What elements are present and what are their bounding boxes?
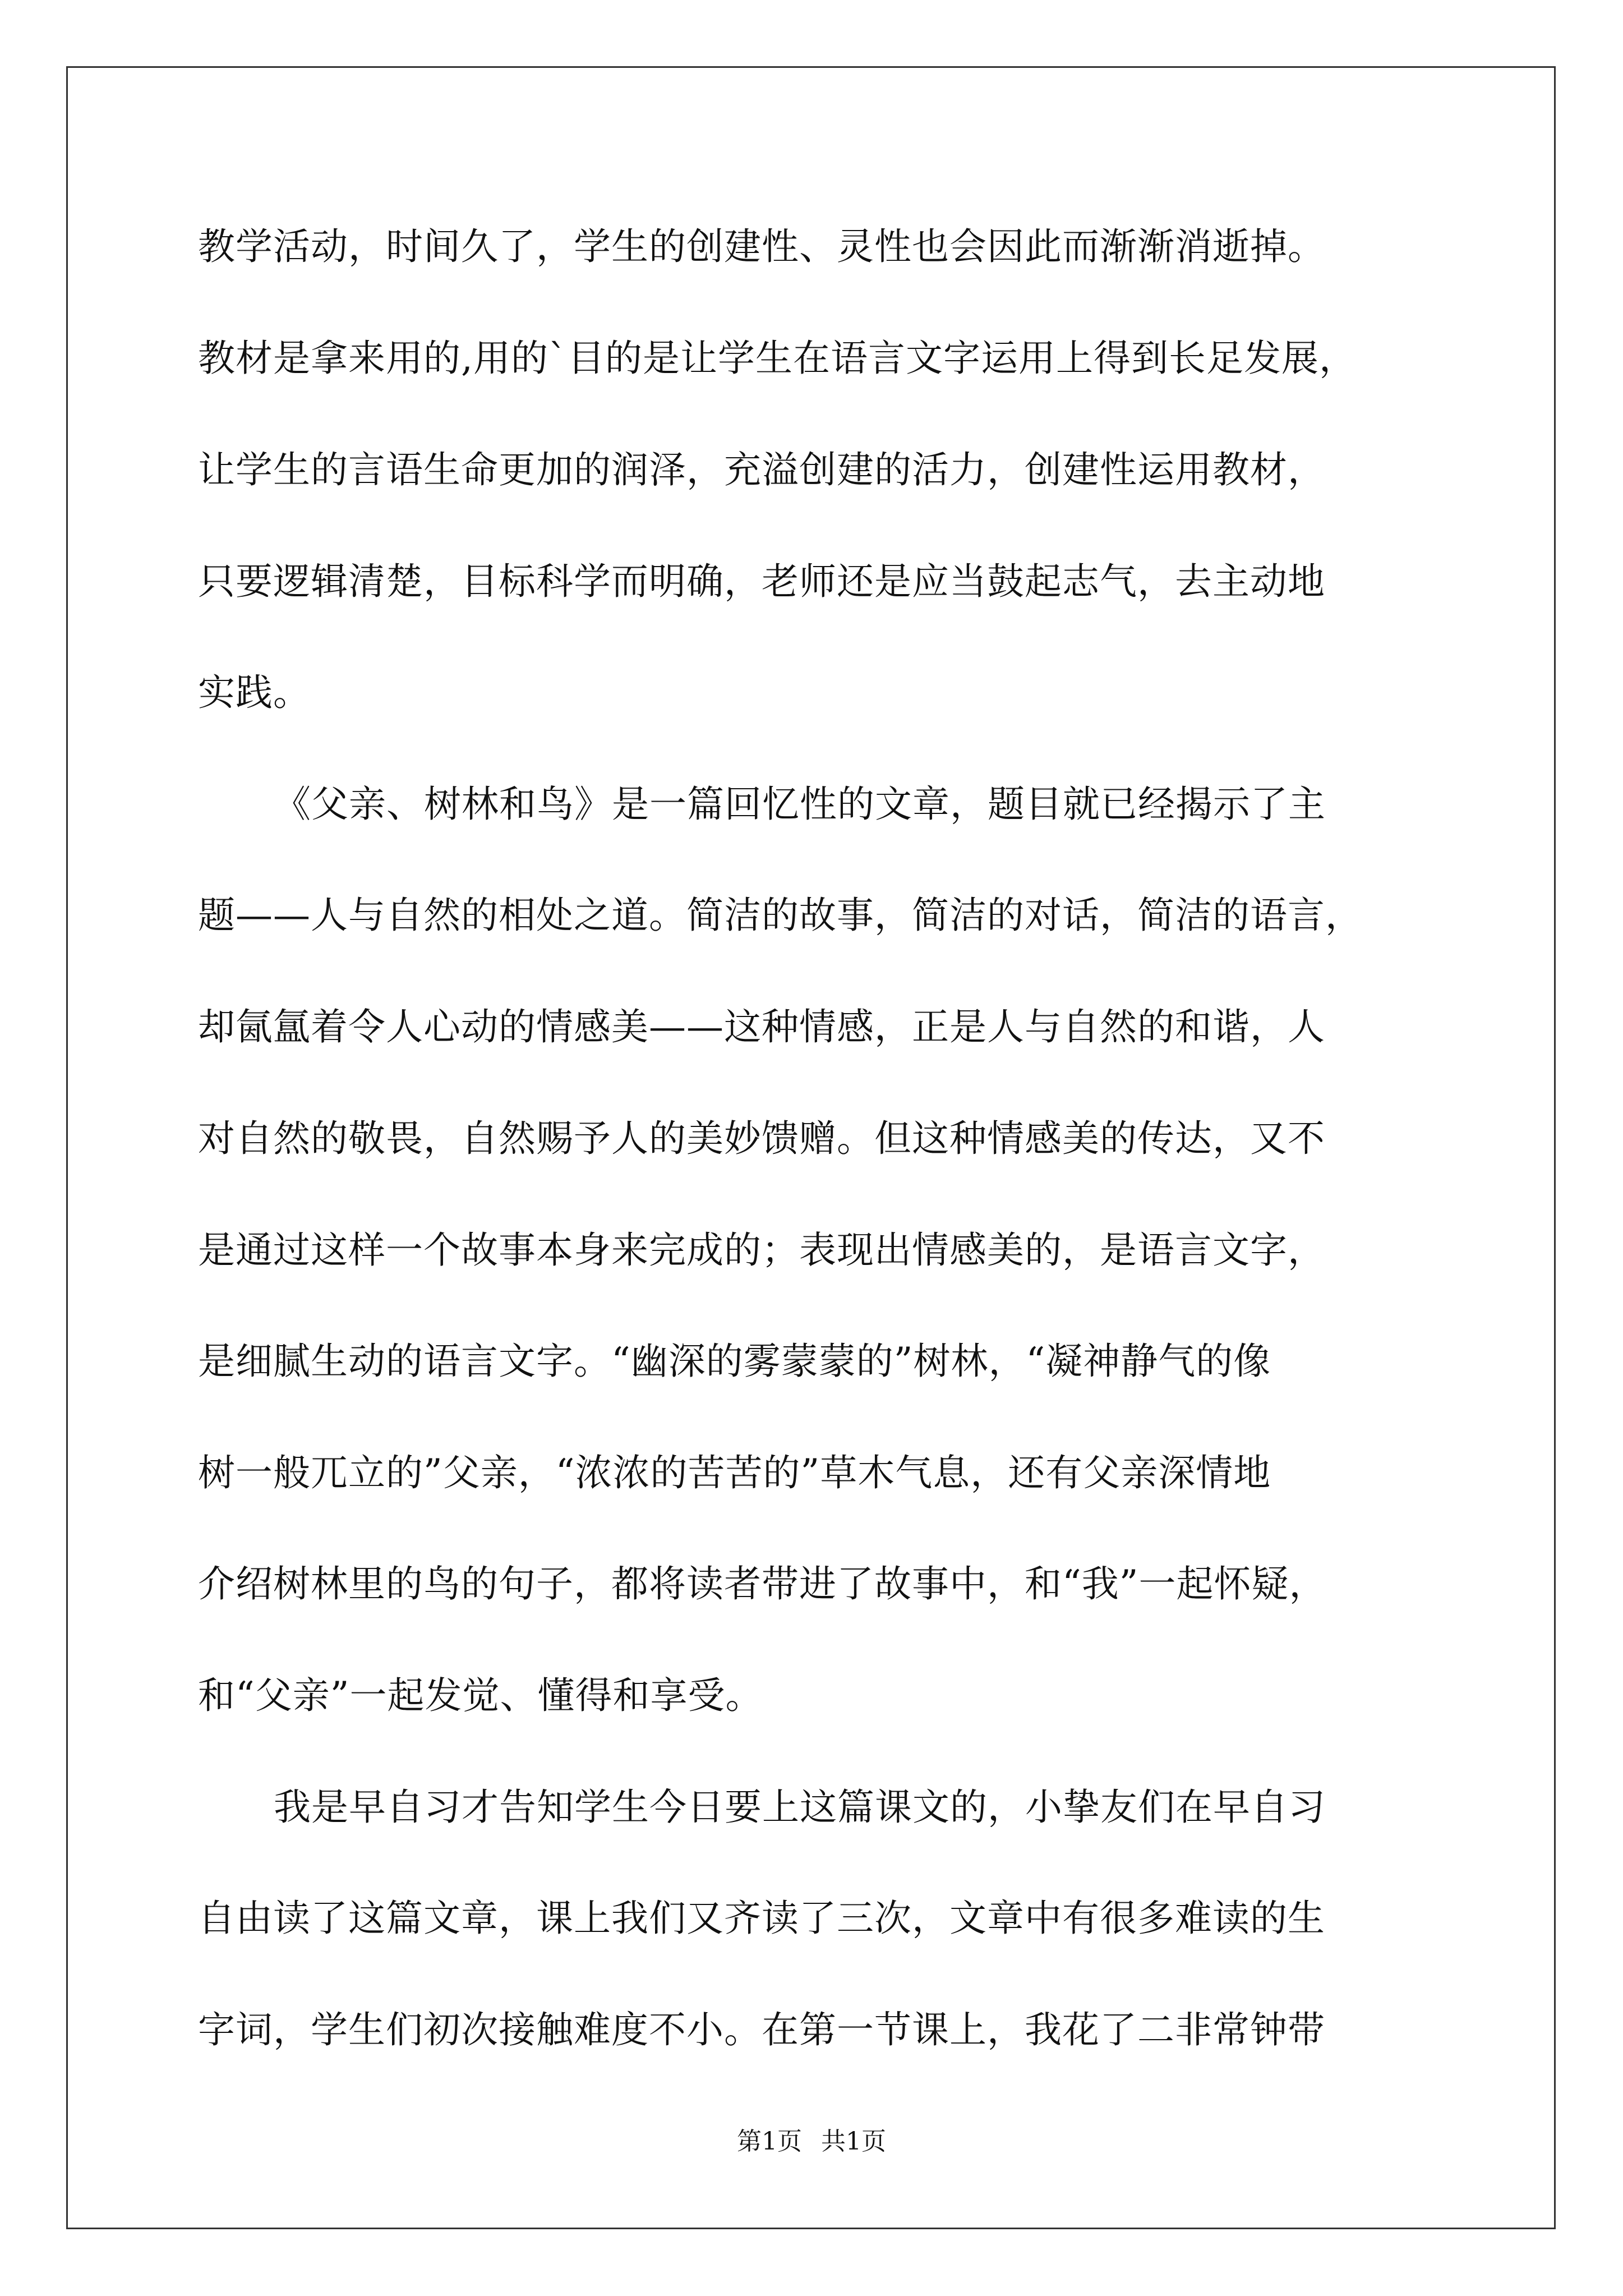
text-line: 是细腻生动的语言文字。“幽深的雾蒙蒙的”树林，“凝神静气的像 [198,1340,1271,1383]
text-line: 和“父亲”一起发觉、懂得和享受。 [198,1674,763,1717]
text-line: 却氤氲着令人心动的情感美——这种情感，正是人与自然的和谐，人 [198,1005,1325,1048]
text-line: 树一般兀立的”父亲，“浓浓的苦苦的”草木气息，还有父亲深情地 [198,1451,1271,1494]
total-pages: 共1页 [821,2127,886,2156]
text-line: 题——人与自然的相处之道。简洁的故事，简洁的对话，简洁的语言， [198,894,1363,937]
text-line: 自由读了这篇文章，课上我们又齐读了三次，文章中有很多难读的生 [198,1897,1325,1940]
text-line: 介绍树林里的鸟的句子，都将读者带进了故事中，和“我”一起怀疑， [198,1562,1327,1605]
text-line: 实践。 [198,671,311,714]
text-line: 对自然的敬畏，自然赐予人的美妙馈赠。但这种情感美的传达，又不 [198,1117,1325,1160]
page-number: 第1页 [737,2127,802,2156]
text-line: 让学生的言语生命更加的润泽，充溢创建的活力，创建性运用教材， [198,448,1325,491]
text-line: 教学活动，时间久了，学生的创建性、灵性也会因此而渐渐消逝掉。 [198,225,1325,268]
text-line: 教材是拿来用的,用的`目的是让学生在语言文字运用上得到长足发展， [198,337,1357,380]
text-line: 是通过这样一个故事本身来完成的；表现出情感美的，是语言文字， [198,1228,1325,1272]
paragraph-start-line: 《父亲、树林和鸟》是一篇回忆性的文章，题目就已经揭示了主 [274,783,1326,826]
text-line: 字词，学生们初次接触难度不小。在第一节课上，我花了二非常钟带 [198,2008,1325,2051]
page-footer [0,2129,1623,2154]
paragraph-start-line: 我是早自习才告知学生今日要上这篇课文的，小挚友们在早自习 [274,1786,1326,1829]
text-line: 只要逻辑清楚，目标科学而明确，老师还是应当鼓起志气，去主动地 [198,560,1325,603]
